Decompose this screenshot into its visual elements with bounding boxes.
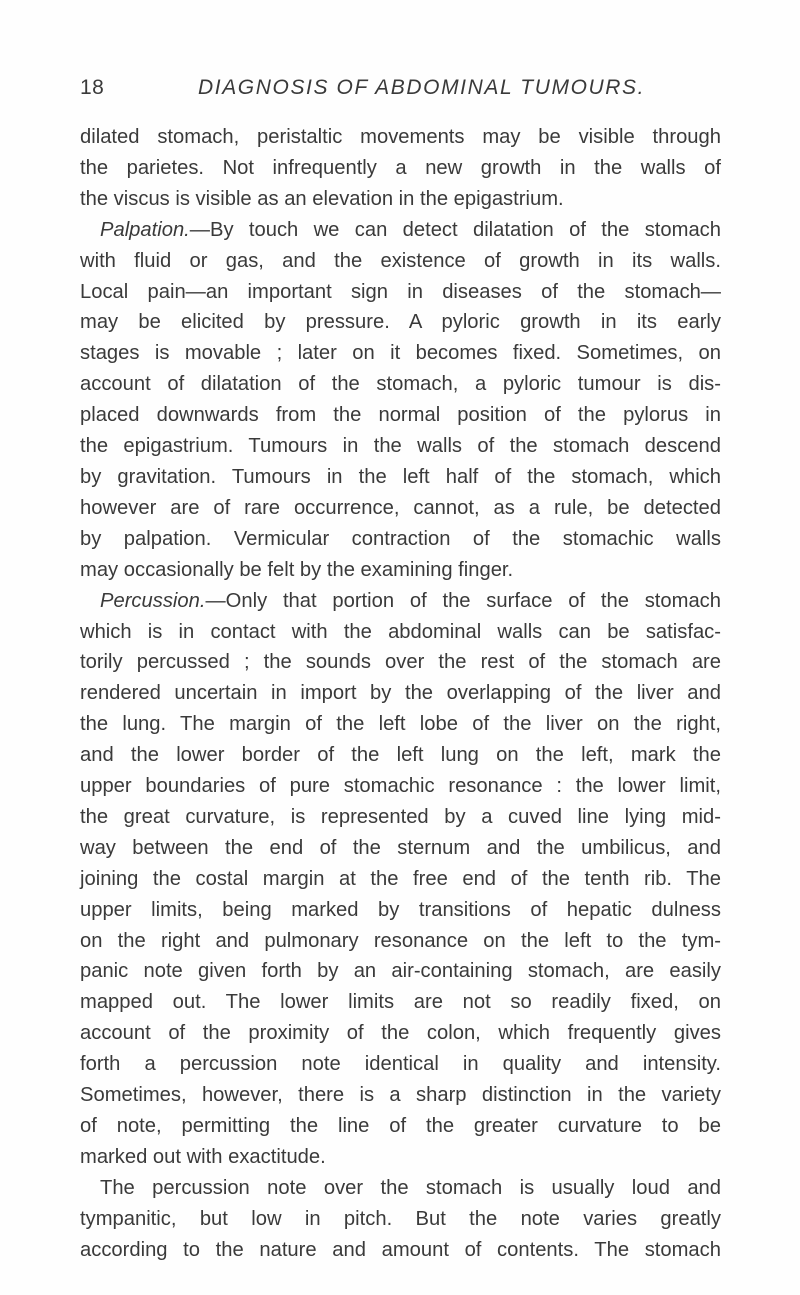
running-head: DIAGNOSIS OF ABDOMINAL TUMOURS. <box>198 76 646 99</box>
text-line-palpation <box>80 215 721 246</box>
text-line: the viscus is visible as an elevation in the epigastrium. <box>80 187 564 210</box>
text-line: may be elicited by pressure. A pyloric growth in its early <box>80 311 721 334</box>
text-line: dilated stomach, peristaltic movements may be visible through <box>80 126 721 148</box>
text-line: rendered uncertain in import by the overlapping of the liver and <box>80 682 721 705</box>
text-line: Local pain—an important sign in diseases of the stomach— <box>80 280 721 303</box>
text-line: the parietes. Not infrequently a new growth in the walls of <box>80 156 721 179</box>
text-line: placed downwards from the normal position of the pylorus in <box>80 404 721 427</box>
text-line: account of the proximity of the colon, which frequently gives <box>80 1022 721 1045</box>
run-in-head-palpation: Palpation. <box>100 218 190 241</box>
text-line: tympanitic, but low in pitch. But the note varies greatly <box>80 1207 721 1230</box>
text-line: the great curvature, is represented by a cuved line lying mid- <box>80 805 721 828</box>
text-line: may occasionally be felt by the examining finger. <box>80 558 514 581</box>
body-text <box>80 122 721 1266</box>
text-line: however are of rare occurrence, cannot, as a rule, be detected <box>80 496 721 519</box>
page-number: 18 <box>80 76 105 99</box>
text-line: Sometimes, however, there is a sharp distinction in the variety <box>80 1084 721 1107</box>
text-line: stages is movable ; later on it becomes fixed. Sometimes, on <box>80 342 721 365</box>
page-header <box>80 76 720 106</box>
text-line-continuation: —Only that portion of the surface of the stomach <box>205 589 721 612</box>
text-line: by palpation. Vermicular contraction of the stomachic walls <box>80 527 721 550</box>
text-line: joining the costal margin at the free end of the tenth rib. The <box>80 867 721 890</box>
text-line: by gravitation. Tumours in the left half of the stomach, which <box>80 465 721 488</box>
text-line: account of dilatation of the stomach, a pyloric tumour is dis- <box>80 373 721 396</box>
text-line: which is in contact with the abdominal walls can be satisfac- <box>80 620 721 643</box>
text-line: torily percussed ; the sounds over the rest of the stomach are <box>80 651 721 674</box>
text-line-percussion <box>80 586 721 617</box>
text-line: with fluid or gas, and the existence of growth in its walls. <box>80 249 721 272</box>
text-line: on the right and pulmonary resonance on the left to the tym- <box>80 929 721 952</box>
text-line: marked out with exactitude. <box>80 1145 326 1168</box>
text-line: according to the nature and amount of contents. The stomach <box>80 1238 721 1261</box>
text-line: way between the end of the sternum and the umbilicus, and <box>80 836 721 859</box>
text-line: and the lower border of the left lung on the left, mark the <box>80 744 721 767</box>
text-line: the lung. The margin of the left lobe of the liver on the right, <box>80 713 721 736</box>
text-line: the epigastrium. Tumours in the walls of the stomach descend <box>80 435 721 458</box>
text-line: upper limits, being marked by transitions of hepatic dulness <box>80 898 721 921</box>
text-line-continuation: —By touch we can detect dilatation of the stomach <box>189 218 721 241</box>
run-in-head-percussion: Percussion. <box>100 589 206 612</box>
text-line: mapped out. The lower limits are not so readily fixed, on <box>80 991 721 1014</box>
text-line: forth a percussion note identical in quality and intensity. <box>80 1053 721 1076</box>
text-line: upper boundaries of pure stomachic resonance : the lower limit, <box>80 775 721 798</box>
text-line: of note, permitting the line of the greater curvature to be <box>80 1115 721 1137</box>
text-line: The percussion note over the stomach is usually loud and <box>100 1176 721 1199</box>
text-line: panic note given forth by an air-containing stomach, are easily <box>80 960 721 983</box>
